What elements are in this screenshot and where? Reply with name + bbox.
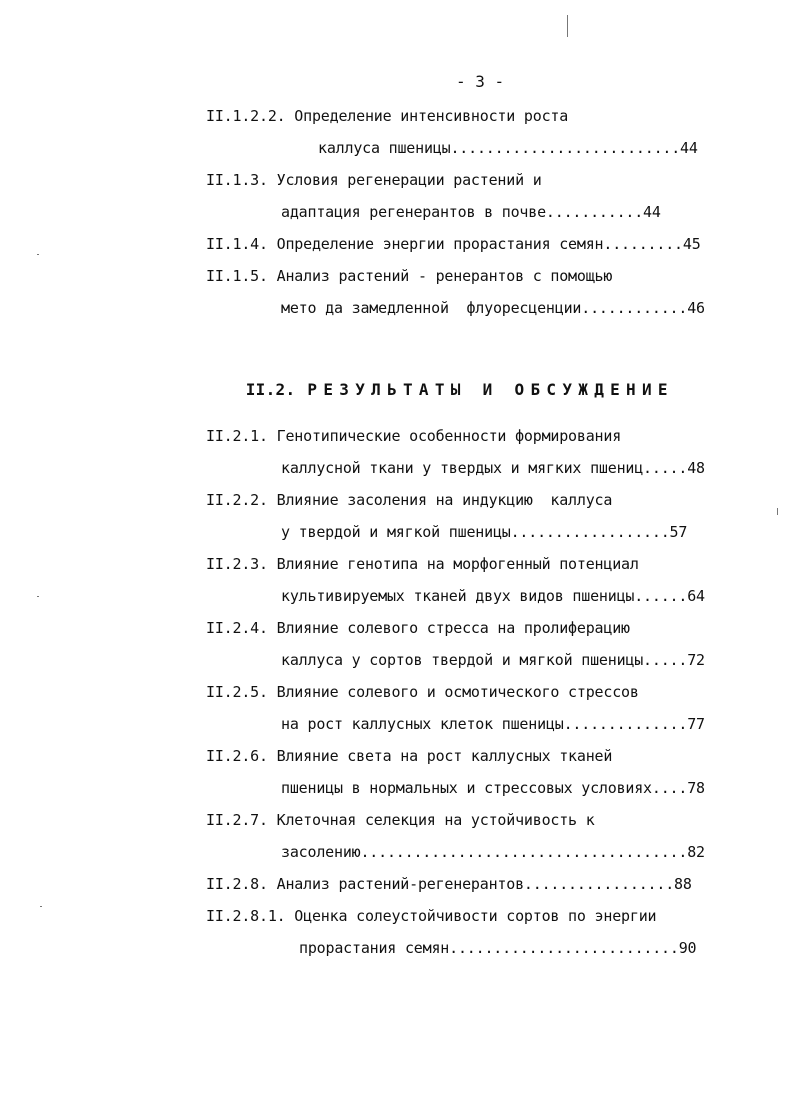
toc-entry-ii-2-5-continuation: на рост каллусных клеток пшеницы..............77 [281, 715, 705, 733]
scan-mark-right [777, 508, 778, 515]
section-heading-ii-2 [206, 360, 674, 420]
scan-mark-left-1 [37, 254, 39, 255]
section-heading-number: II.2. [245, 380, 296, 399]
scan-mark-left-2 [37, 596, 39, 597]
scan-mark-top [567, 15, 568, 37]
toc-entry-ii-2-4-continuation: каллуса у сортов твердой и мягкой пшеницы.....72 [281, 651, 705, 669]
toc-entry-ii-2-8-1-continuation: прорастания семян..........................90 [299, 939, 697, 957]
toc-entry-ii-1-3-continuation: адаптация регенерантов в почве...........44 [281, 203, 661, 221]
toc-entry-ii-2-7-continuation: засолению.....................................82 [281, 843, 705, 861]
toc-entry-ii-1-3: II.1.3. Условия регенерации растений и [206, 171, 542, 189]
toc-entry-ii-2-6-continuation: пшеницы в нормальных и стрессовых условиях....78 [281, 779, 705, 797]
toc-entry-ii-2-1-continuation: каллусной ткани у твердых и мягких пшениц.....48 [281, 459, 705, 477]
toc-entry-ii-1-2-2-continuation: каллуса пшеницы..........................44 [318, 139, 698, 157]
toc-entry-ii-2-3: II.2.3. Влияние генотипа на морфогенный потенциал [206, 555, 639, 573]
toc-entry-ii-1-5: II.1.5. Анализ растений - ренерантов с помощью [206, 267, 613, 285]
scan-mark-left-3 [40, 906, 42, 907]
toc-entry-ii-2-6: II.2.6. Влияние света на рост каллусных тканей [206, 747, 613, 765]
toc-entry-ii-2-8-1: II.2.8.1. Оценка солеустойчивости сортов по энергии [206, 907, 657, 925]
section-heading-title: РЕЗУЛЬТАТЫ И ОБСУЖДЕНИЕ [307, 380, 674, 399]
toc-entry-ii-2-7: II.2.7. Клеточная селекция на устойчивость к [206, 811, 595, 829]
toc-entry-ii-1-5-continuation: мето да замедленной флуоресценции............46 [281, 299, 705, 317]
toc-entry-ii-2-5: II.2.5. Влияние солевого и осмотического стрессов [206, 683, 639, 701]
toc-entry-ii-2-2-continuation: у твердой и мягкой пшеницы..................57 [281, 523, 688, 541]
toc-entry-ii-2-8: II.2.8. Анализ растений-регенерантов.................88 [206, 875, 692, 893]
page-number: - 3 - [456, 72, 505, 91]
toc-entry-ii-2-2: II.2.2. Влияние засоления на индукцию каллуса [206, 491, 613, 509]
toc-entry-ii-2-1: II.2.1. Генотипические особенности формирования [206, 427, 622, 445]
toc-entry-ii-2-4: II.2.4. Влияние солевого стресса на пролиферацию [206, 619, 630, 637]
toc-entry-ii-1-2-2: II.1.2.2. Определение интенсивности роста [206, 107, 569, 125]
toc-entry-ii-1-4: II.1.4. Определение энергии прорастания семян.........45 [206, 235, 701, 253]
toc-entry-ii-2-3-continuation: культивируемых тканей двух видов пшеницы......64 [281, 587, 705, 605]
